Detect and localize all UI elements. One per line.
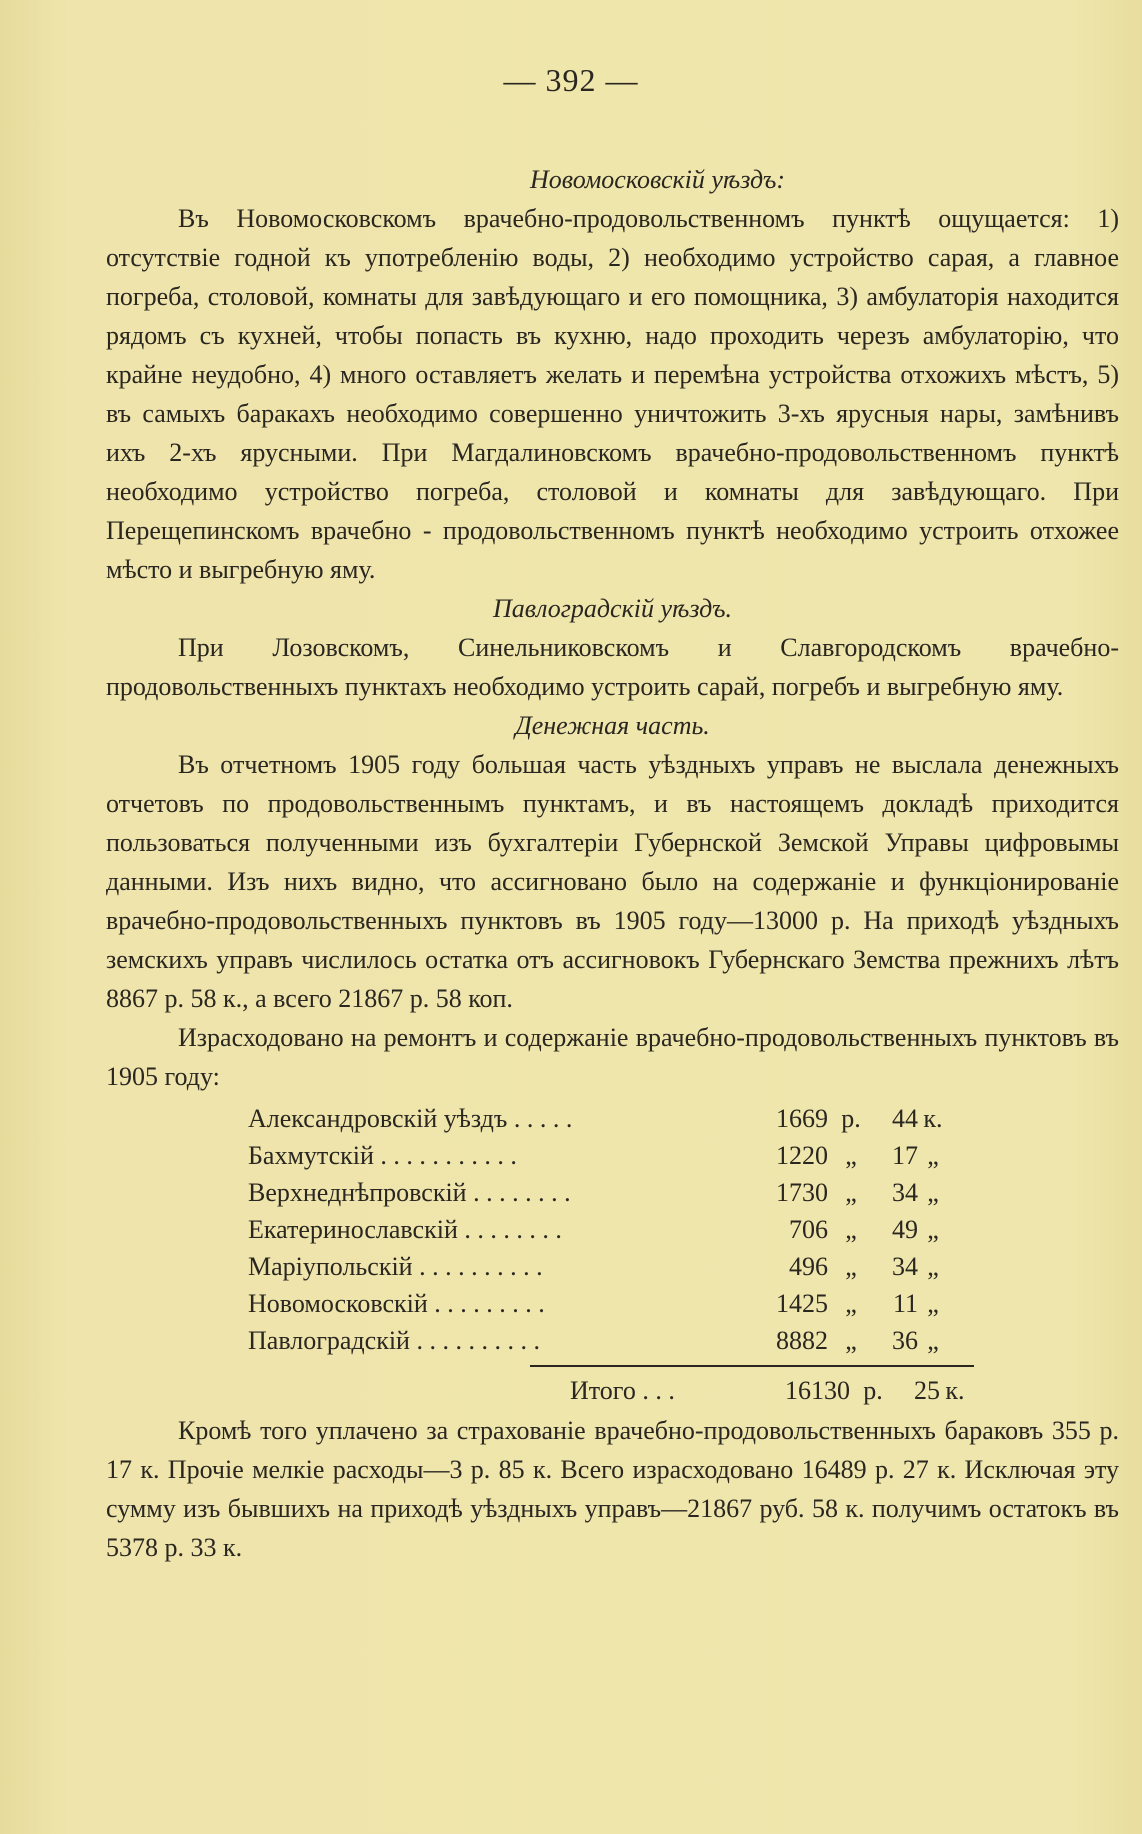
district-name: Верхнеднѣпровскій . . . . . . . . [248, 1178, 571, 1207]
kopeck-unit: „ [927, 1178, 939, 1207]
section-heading-novomoskovsk: Новомосковскій уѣздъ: [529, 165, 786, 194]
district-name: Александровскій уѣздъ . . . . . [248, 1104, 573, 1133]
amount-rubles: 496 [789, 1252, 828, 1281]
ruble-unit: „ [845, 1141, 857, 1170]
expense-row [248, 1322, 988, 1359]
total-rubles: 16130 [785, 1376, 850, 1405]
paragraph-closing: Кромѣ того уплачено за страхованіе врачебно-продовольственныхъ бараковъ 355 р. 17 к. Прочіе мелкіе расходы—3 р. 85 к. Всего израсходовано 16489 р. 27 к. Исключая эту сумму изъ бывшихъ на приходѣ уѣздныхъ управъ—21867 руб. 58 к. получимъ остатокъ въ 5378 р. 33 к. [106, 1416, 1119, 1562]
district-name: Новомосковскій . . . . . . . . . [248, 1289, 545, 1318]
amount-rubles: 706 [789, 1215, 828, 1244]
expense-row [248, 1211, 988, 1248]
kopeck-unit: „ [927, 1289, 939, 1318]
amount-rubles: 1220 [776, 1141, 828, 1170]
expense-row [248, 1100, 988, 1137]
kopeck-unit: „ [927, 1252, 939, 1281]
kopeck-unit: „ [927, 1215, 939, 1244]
amount-kopecks: 36 [892, 1326, 918, 1355]
district-name: Бахмутскій . . . . . . . . . . . [248, 1141, 517, 1170]
ruble-unit: „ [845, 1326, 857, 1355]
ruble-unit: „ [845, 1289, 857, 1318]
amount-rubles: 1425 [776, 1289, 828, 1318]
section-heading-pavlograd: Павлоградскій уѣздъ. [493, 594, 732, 623]
expense-row [248, 1137, 988, 1174]
kopeck-unit: „ [927, 1326, 939, 1355]
amount-kopecks: 44 [892, 1104, 918, 1133]
expense-table [106, 1100, 988, 1359]
total-kopecks: 25 [914, 1376, 940, 1405]
ruble-unit: „ [845, 1252, 857, 1281]
amount-kopecks: 34 [892, 1178, 918, 1207]
section-heading-money: Денежная часть. [515, 711, 710, 740]
amount-rubles: 8882 [776, 1326, 828, 1355]
kopeck-unit: к. [923, 1104, 943, 1133]
paragraph-pavlograd: При Лозовскомъ, Синельниковскомъ и Славгородскомъ врачебно-продовольственныхъ пунктахъ необходимо устроить сарай, погребъ и выгребную яму. [106, 633, 1119, 701]
district-name: Павлоградскій . . . . . . . . . . [248, 1326, 540, 1355]
paragraph-novomoskovsk: Въ Новомосковскомъ врачебно-продовольственномъ пунктѣ ощущается: 1) отсутствіе годной къ употребленію воды, 2) необходимо устройство сарая, а главное погреба, столовой, комнаты для завѣдующаго и его помощника, 3) амбулаторія находится рядомъ съ кухней, чтобы попасть въ кухню, надо проходить черезъ амбулаторію, что крайне неудобно, 4) много оставляетъ желать и перемѣна устройства отхожихъ мѣстъ, 5) въ самыхъ баракахъ необходимо совершенно уничтожить 3-хъ ярусныя нары, замѣнивъ ихъ 2-хъ ярусными. При Магдалиновскомъ врачебно-продовольственномъ пунктѣ необходимо устройство погреба, столовой и комнаты для завѣдующаго. При Перещепинскомъ врачебно - продовольственномъ пунктѣ необходимо устроить отхожее мѣсто и выгребную яму. [106, 204, 1119, 584]
ruble-unit: „ [845, 1215, 857, 1244]
amount-kopecks: 49 [892, 1215, 918, 1244]
total-label: Итого . . . [570, 1376, 675, 1405]
total-ruble-unit: р. [863, 1376, 883, 1405]
district-name: Маріупольскій . . . . . . . . . . [248, 1252, 543, 1281]
district-name: Екатеринославскій . . . . . . . . [248, 1215, 562, 1244]
page-body [106, 160, 1119, 1567]
paragraph-money: Въ отчетномъ 1905 году большая часть уѣздныхъ управъ не выслала денежныхъ отчетовъ по продовольственнымъ пунктамъ, и въ настоящемъ докладѣ приходится пользоваться полученными изъ бухгалтеріи Губернской Земской Управы цифровымы данными. Изъ нихъ видно, что ассигновано было на содержаніе и функціонированіе врачебно-продовольственныхъ пунктовъ въ 1905 году—13000 р. На приходѣ уѣздныхъ земскихъ управъ числилось остатка отъ ассигновокъ Губернскаго Земства прежнихъ лѣтъ 8867 р. 58 к., а всего 21867 р. 58 коп. [106, 750, 1119, 1013]
amount-kopecks: 11 [892, 1289, 918, 1318]
amount-rubles: 1730 [776, 1178, 828, 1207]
paragraph-spent-intro: Израсходовано на ремонтъ и содержаніе врачебно-продовольственныхъ пунктовъ въ 1905 году: [106, 1023, 1119, 1091]
amount-rubles: 1669 [776, 1104, 828, 1133]
total-row [106, 1371, 1119, 1411]
total-kopeck-unit: к. [945, 1376, 965, 1405]
ruble-unit: р. [841, 1104, 861, 1133]
amount-kopecks: 17 [892, 1141, 918, 1170]
expense-row [248, 1285, 988, 1322]
amount-kopecks: 34 [892, 1252, 918, 1281]
ruble-unit: „ [845, 1178, 857, 1207]
expense-row [248, 1248, 988, 1285]
total-divider [530, 1365, 974, 1367]
page-number: — 392 — [503, 62, 639, 98]
kopeck-unit: „ [927, 1141, 939, 1170]
expense-row [248, 1174, 988, 1211]
